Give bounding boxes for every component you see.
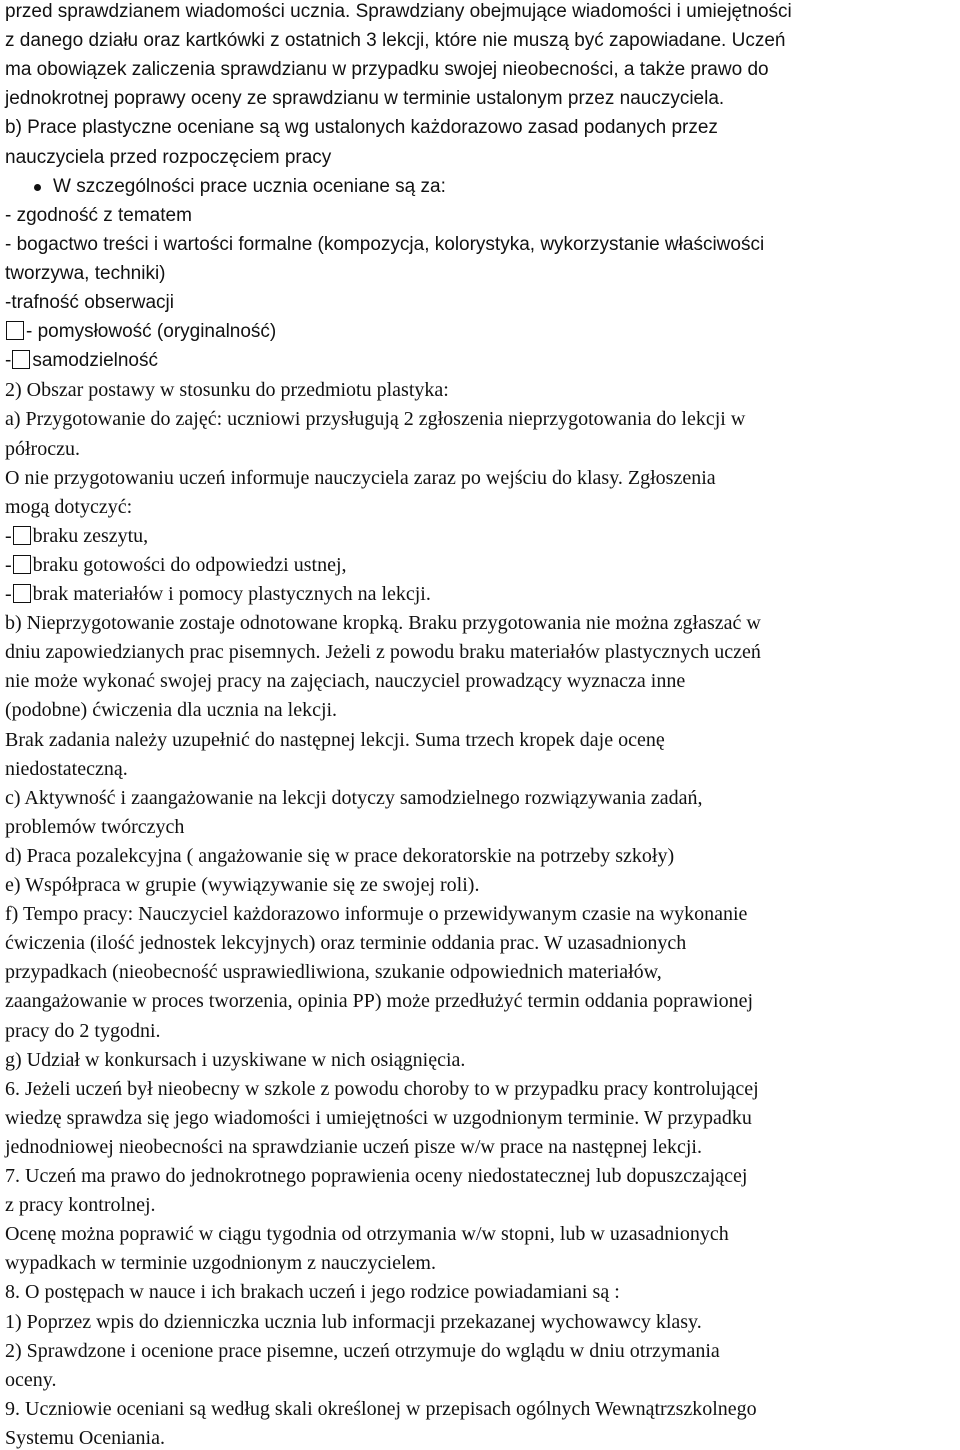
text-line-content: O nie przygotowaniu uczeń informuje nauczyciela zaraz po wejściu do klasy. Zgłoszenia — [5, 467, 716, 489]
text-line — [5, 1280, 620, 1304]
text-line — [5, 1077, 759, 1101]
text-line — [5, 320, 276, 344]
text-line-content: nauczyciela przed rozpoczęciem pracy — [5, 147, 332, 168]
text-line — [5, 1310, 702, 1334]
text-line-content: e) Współpraca w grupie (wywiązywanie się ze swojej roli). — [5, 874, 480, 896]
text-line-content: 2) Sprawdzone i ocenione prace pisemne, uczeń otrzymuje do wglądu w dniu otrzymania — [5, 1340, 720, 1362]
text-line-content: 9. Uczniowie oceniani są według skali określonej w przepisach ogólnych Wewnątrzszkolnego — [5, 1398, 757, 1420]
text-line-content: braku zeszytu, — [32, 525, 149, 547]
text-line — [5, 815, 184, 839]
text-line — [5, 407, 745, 431]
text-line-content: d) Praca pozalekcyjna ( angażowanie się w prace dekoratorskie na potrzeby szkoły) — [5, 845, 675, 867]
text-line — [5, 902, 747, 926]
text-line — [5, 58, 769, 82]
text-line: - brak materiałów i pomocy plastycznych na lekcji. — [5, 583, 431, 605]
text-line — [5, 1251, 436, 1275]
text-line — [5, 437, 80, 461]
text-line-content: pracy do 2 tygodni. — [5, 1020, 161, 1042]
text-line-content: - bogactwo treści i wartości formalne (kompozycja, kolorystyka, wykorzystanie właściwości — [5, 234, 765, 255]
text-line-content: 6. Jeżeli uczeń był nieobecny w szkole z powodu choroby to w przypadku pracy kontrolującej — [5, 1078, 759, 1100]
text-line-content: nie może wykonać swojej pracy na zajęciach, nauczyciel prowadzący wyznacza inne — [5, 670, 686, 692]
text-line-content: g) Udział w konkursach i uzyskiwane w nich osiągnięcia. — [5, 1049, 466, 1071]
text-line-content: 8. O postępach w nauce i ich brakach uczeń i jego rodzice powiadamiani są : — [5, 1281, 620, 1303]
text-line-content: b) Nieprzygotowanie zostaje odnotowane kropką. Braku przygotowania nie można zgłaszać w — [5, 612, 761, 634]
text-line-content: problemów twórczych — [5, 816, 185, 838]
text-line-content: W szczególności prace ucznia oceniane są za: — [53, 176, 446, 197]
text-line — [5, 378, 449, 402]
text-line-content: 7. Uczeń ma prawo do jednokrotnego poprawienia oceny niedostatecznej lub dopuszczającej — [5, 1165, 748, 1187]
text-line — [5, 1019, 161, 1043]
text-line — [5, 495, 132, 519]
text-line-content: Ocenę można poprawić w ciągu tygodnia od otrzymania w/w stopni, lub w uzasadnionych — [5, 1223, 729, 1245]
text-line: - braku gotowości do odpowiedzi ustnej, — [5, 554, 347, 576]
missing-glyph-box-icon — [13, 584, 31, 603]
text-line — [5, 291, 174, 315]
text-line — [5, 1222, 729, 1246]
text-line — [5, 698, 337, 722]
text-line-content: z danego działu oraz kartkówki z ostatnich 3 lekcji, które nie muszą być zapowiadane. Uczeń — [5, 30, 786, 51]
text-line — [5, 262, 166, 286]
text-line-content: b) Prace plastyczne oceniane są wg ustalonych każdorazowo zasad podanych przez — [5, 117, 718, 138]
text-line-content: zaangażowanie w proces tworzenia, opinia PP) może przedłużyć termin oddania poprawionej — [5, 990, 754, 1012]
text-line — [5, 989, 753, 1013]
text-line — [5, 728, 665, 752]
text-line-content: Systemu Oceniania. — [5, 1427, 165, 1449]
text-line-content: jednokrotnej poprawy oceny ze sprawdzianu w terminie ustalonym przez nauczyciela. — [5, 88, 725, 109]
text-line — [5, 1339, 720, 1363]
text-line-content: braku gotowości do odpowiedzi ustnej, — [32, 554, 347, 576]
text-line — [5, 466, 716, 490]
text-line — [5, 611, 761, 635]
text-line — [5, 1193, 156, 1217]
text-line — [5, 146, 331, 170]
text-line: - braku zeszytu, — [5, 525, 149, 547]
text-line — [5, 1368, 56, 1392]
text-line — [5, 204, 192, 228]
text-line — [5, 844, 674, 868]
text-line — [5, 1426, 165, 1450]
text-line-content: - zgodność z tematem — [5, 205, 192, 226]
text-line-content: f) Tempo pracy: Nauczyciel każdorazowo informuje o przewidywanym czasie na wykonanie — [5, 903, 748, 925]
text-line-content: jednodniowej nieobecności na sprawdzianie uczeń pisze w/w prace na następnej lekcji. — [5, 1136, 702, 1158]
text-line-content: wiedzę sprawdza się jego wiadomości i umiejętności w uzgodnionym terminie. W przypadku — [5, 1107, 752, 1129]
text-line — [5, 29, 785, 53]
text-line — [5, 873, 479, 897]
text-line-content: półroczu. — [5, 438, 80, 460]
text-line — [5, 757, 128, 781]
text-line-content: 1) Poprzez wpis do dzienniczka ucznia lub informacji przekazanej wychowawcy klasy. — [5, 1311, 702, 1333]
text-line-content: a) Przygotowanie do zajęć: uczniowi przysługują 2 zgłoszenia nieprzygotowania do lekcji w — [5, 408, 746, 430]
text-line — [5, 669, 685, 693]
text-line-content: ćwiczenia (ilość jednostek lekcyjnych) oraz terminie oddania prac. W uzasadnionych — [5, 932, 687, 954]
bullet-list-item — [53, 175, 446, 199]
text-line — [5, 1397, 757, 1421]
text-line-content: dniu zapowiedzianych prac pisemnych. Jeżeli z powodu braku materiałów plastycznych uczeń — [5, 641, 761, 663]
text-line-content: -trafność obserwacji — [5, 292, 174, 313]
text-line-content: niedostateczną. — [5, 758, 128, 780]
text-line — [5, 1164, 747, 1188]
missing-glyph-box-icon — [13, 526, 31, 545]
text-line — [5, 1135, 702, 1159]
text-line-content: - pomysłowość (oryginalność) — [26, 321, 277, 342]
text-line — [5, 640, 761, 664]
missing-glyph-box-icon — [12, 350, 30, 369]
text-line — [5, 1106, 752, 1130]
text-line — [5, 87, 724, 111]
text-line-content: Brak zadania należy uzupełnić do następnej lekcji. Suma trzech kropek daje ocenę — [5, 729, 665, 751]
missing-glyph-box-icon — [13, 555, 31, 574]
text-line — [5, 0, 792, 24]
text-line — [5, 116, 718, 140]
text-line-content: brak materiałów i pomocy plastycznych na lekcji. — [32, 583, 431, 605]
text-line — [5, 931, 686, 955]
text-line-content: c) Aktywność i zaangażowanie na lekcji dotyczy samodzielnego rozwiązywania zadań, — [5, 787, 703, 809]
text-line — [5, 960, 662, 984]
text-line-content: (podobne) ćwiczenia dla ucznia na lekcji. — [5, 699, 338, 721]
text-line-content: mogą dotyczyć: — [5, 496, 133, 518]
text-line-content: z pracy kontrolnej. — [5, 1194, 156, 1216]
text-line — [5, 1048, 465, 1072]
text-line: - samodzielność — [5, 350, 158, 371]
text-line-content: ma obowiązek zaliczenia sprawdzianu w przypadku swojej nieobecności, a także prawo do — [5, 59, 769, 80]
text-line — [5, 233, 764, 257]
text-line-content: wypadkach w terminie uzgodnionym z nauczycielem. — [5, 1252, 436, 1274]
text-line-content: przypadkach (nieobecność usprawiedliwiona, szukanie odpowiednich materiałów, — [5, 961, 662, 983]
missing-glyph-box-icon — [6, 321, 24, 340]
text-line — [5, 786, 702, 810]
text-line-content: samodzielność — [32, 350, 158, 371]
text-line-content: tworzywa, techniki) — [5, 263, 166, 284]
text-line-content: 2) Obszar postawy w stosunku do przedmiotu plastyka: — [5, 379, 449, 401]
text-line-content: przed sprawdzianem wiadomości ucznia. Sprawdziany obejmujące wiadomości i umiejętności — [5, 1, 792, 22]
text-line-content: oceny. — [5, 1369, 57, 1391]
